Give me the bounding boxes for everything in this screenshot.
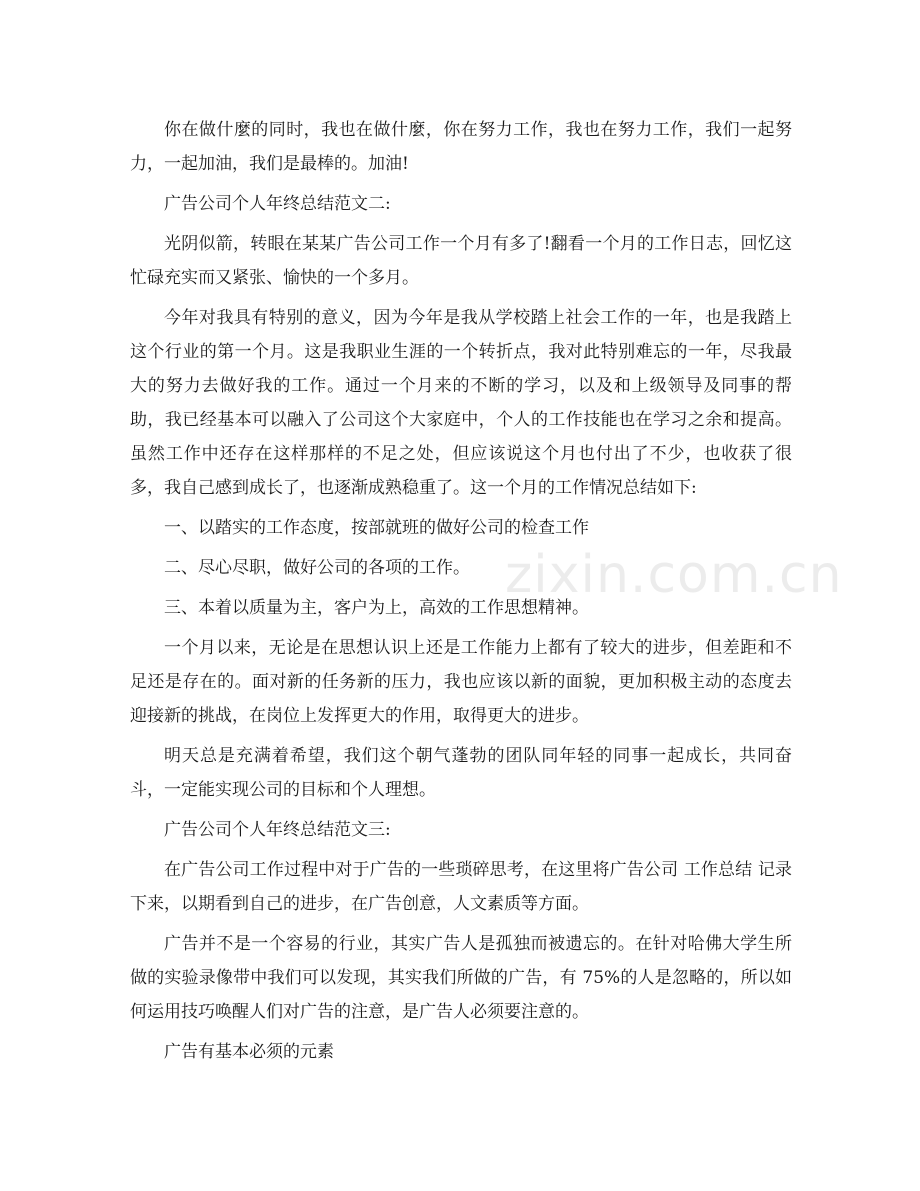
section-heading: 广告公司个人年终总结范文三:: [164, 820, 391, 840]
paragraph: 今年对我具有特别的意义，因为今年是我从学校踏上社会工作的一年，也是我踏上这个行业的第一个月。这是我职业生涯的一个转折点，我对此特别难忘的一年，尽我最大的努力去做好我的工作。通过一个月来的不断的学习，以及和上级领导及同事的帮助，我已经基本可以融入了公司这个大家庭中，个人的工作技能也在学习之余和提高。虽然工作中还存在这样那样的不足之处，但应该说这个月也付出了不少，也收获了很多，我自己感到成长了，也逐渐成熟稳重了。这一个月的工作情况总结如下:: [130, 308, 792, 498]
paragraph: 光阴似箭，转眼在某某广告公司工作一个月有多了!翻看一个月的工作日志，回忆这忙碌充实而又紧张、愉快的一个多月。: [130, 234, 792, 288]
paragraph: 你在做什麼的同时，我也在做什麼，你在努力工作，我也在努力工作，我们一起努力，一起加油，我们是最棒的。加油!: [130, 120, 792, 174]
paragraph: 广告有基本必须的元素: [164, 1042, 334, 1062]
list-item: 一、以踏实的工作态度，按部就班的做好公司的检查工作: [164, 518, 589, 538]
section-heading: 广告公司个人年终总结范文二:: [164, 194, 391, 214]
list-item: 三、本着以质量为主，客户为上，高效的工作思想精神。: [164, 598, 589, 618]
paragraph: 明天总是充满着希望，我们这个朝气蓬勃的团队同年轻的同事一起成长，共同奋斗，一定能实现公司的目标和个人理想。: [130, 746, 792, 800]
paragraph: 在广告公司工作过程中对于广告的一些琐碎思考，在这里将广告公司 工作总结 记录下来，以期看到自己的进步，在广告创意，人文素质等方面。: [130, 860, 792, 914]
list-item: 二、尽心尽职，做好公司的各项的工作。: [164, 558, 470, 578]
document-body: [130, 113, 792, 1075]
paragraph: 广告并不是一个容易的行业，其实广告人是孤独而被遗忘的。在针对哈佛大学生所做的实验录像带中我们可以发现，其实我们所做的广告，有 75%的人是忽略的，所以如何运用技巧唤醒人们对广告的注意，是广告人必须要注意的。: [130, 934, 792, 1022]
paragraph: 一个月以来，无论是在思想认识上还是工作能力上都有了较大的进步，但差距和不足还是存在的。面对新的任务新的压力，我也应该以新的面貌，更加积极主动的态度去迎接新的挑战，在岗位上发挥更大的作用，取得更大的进步。: [130, 638, 792, 726]
watermark: zixin.com.cn: [505, 545, 843, 605]
